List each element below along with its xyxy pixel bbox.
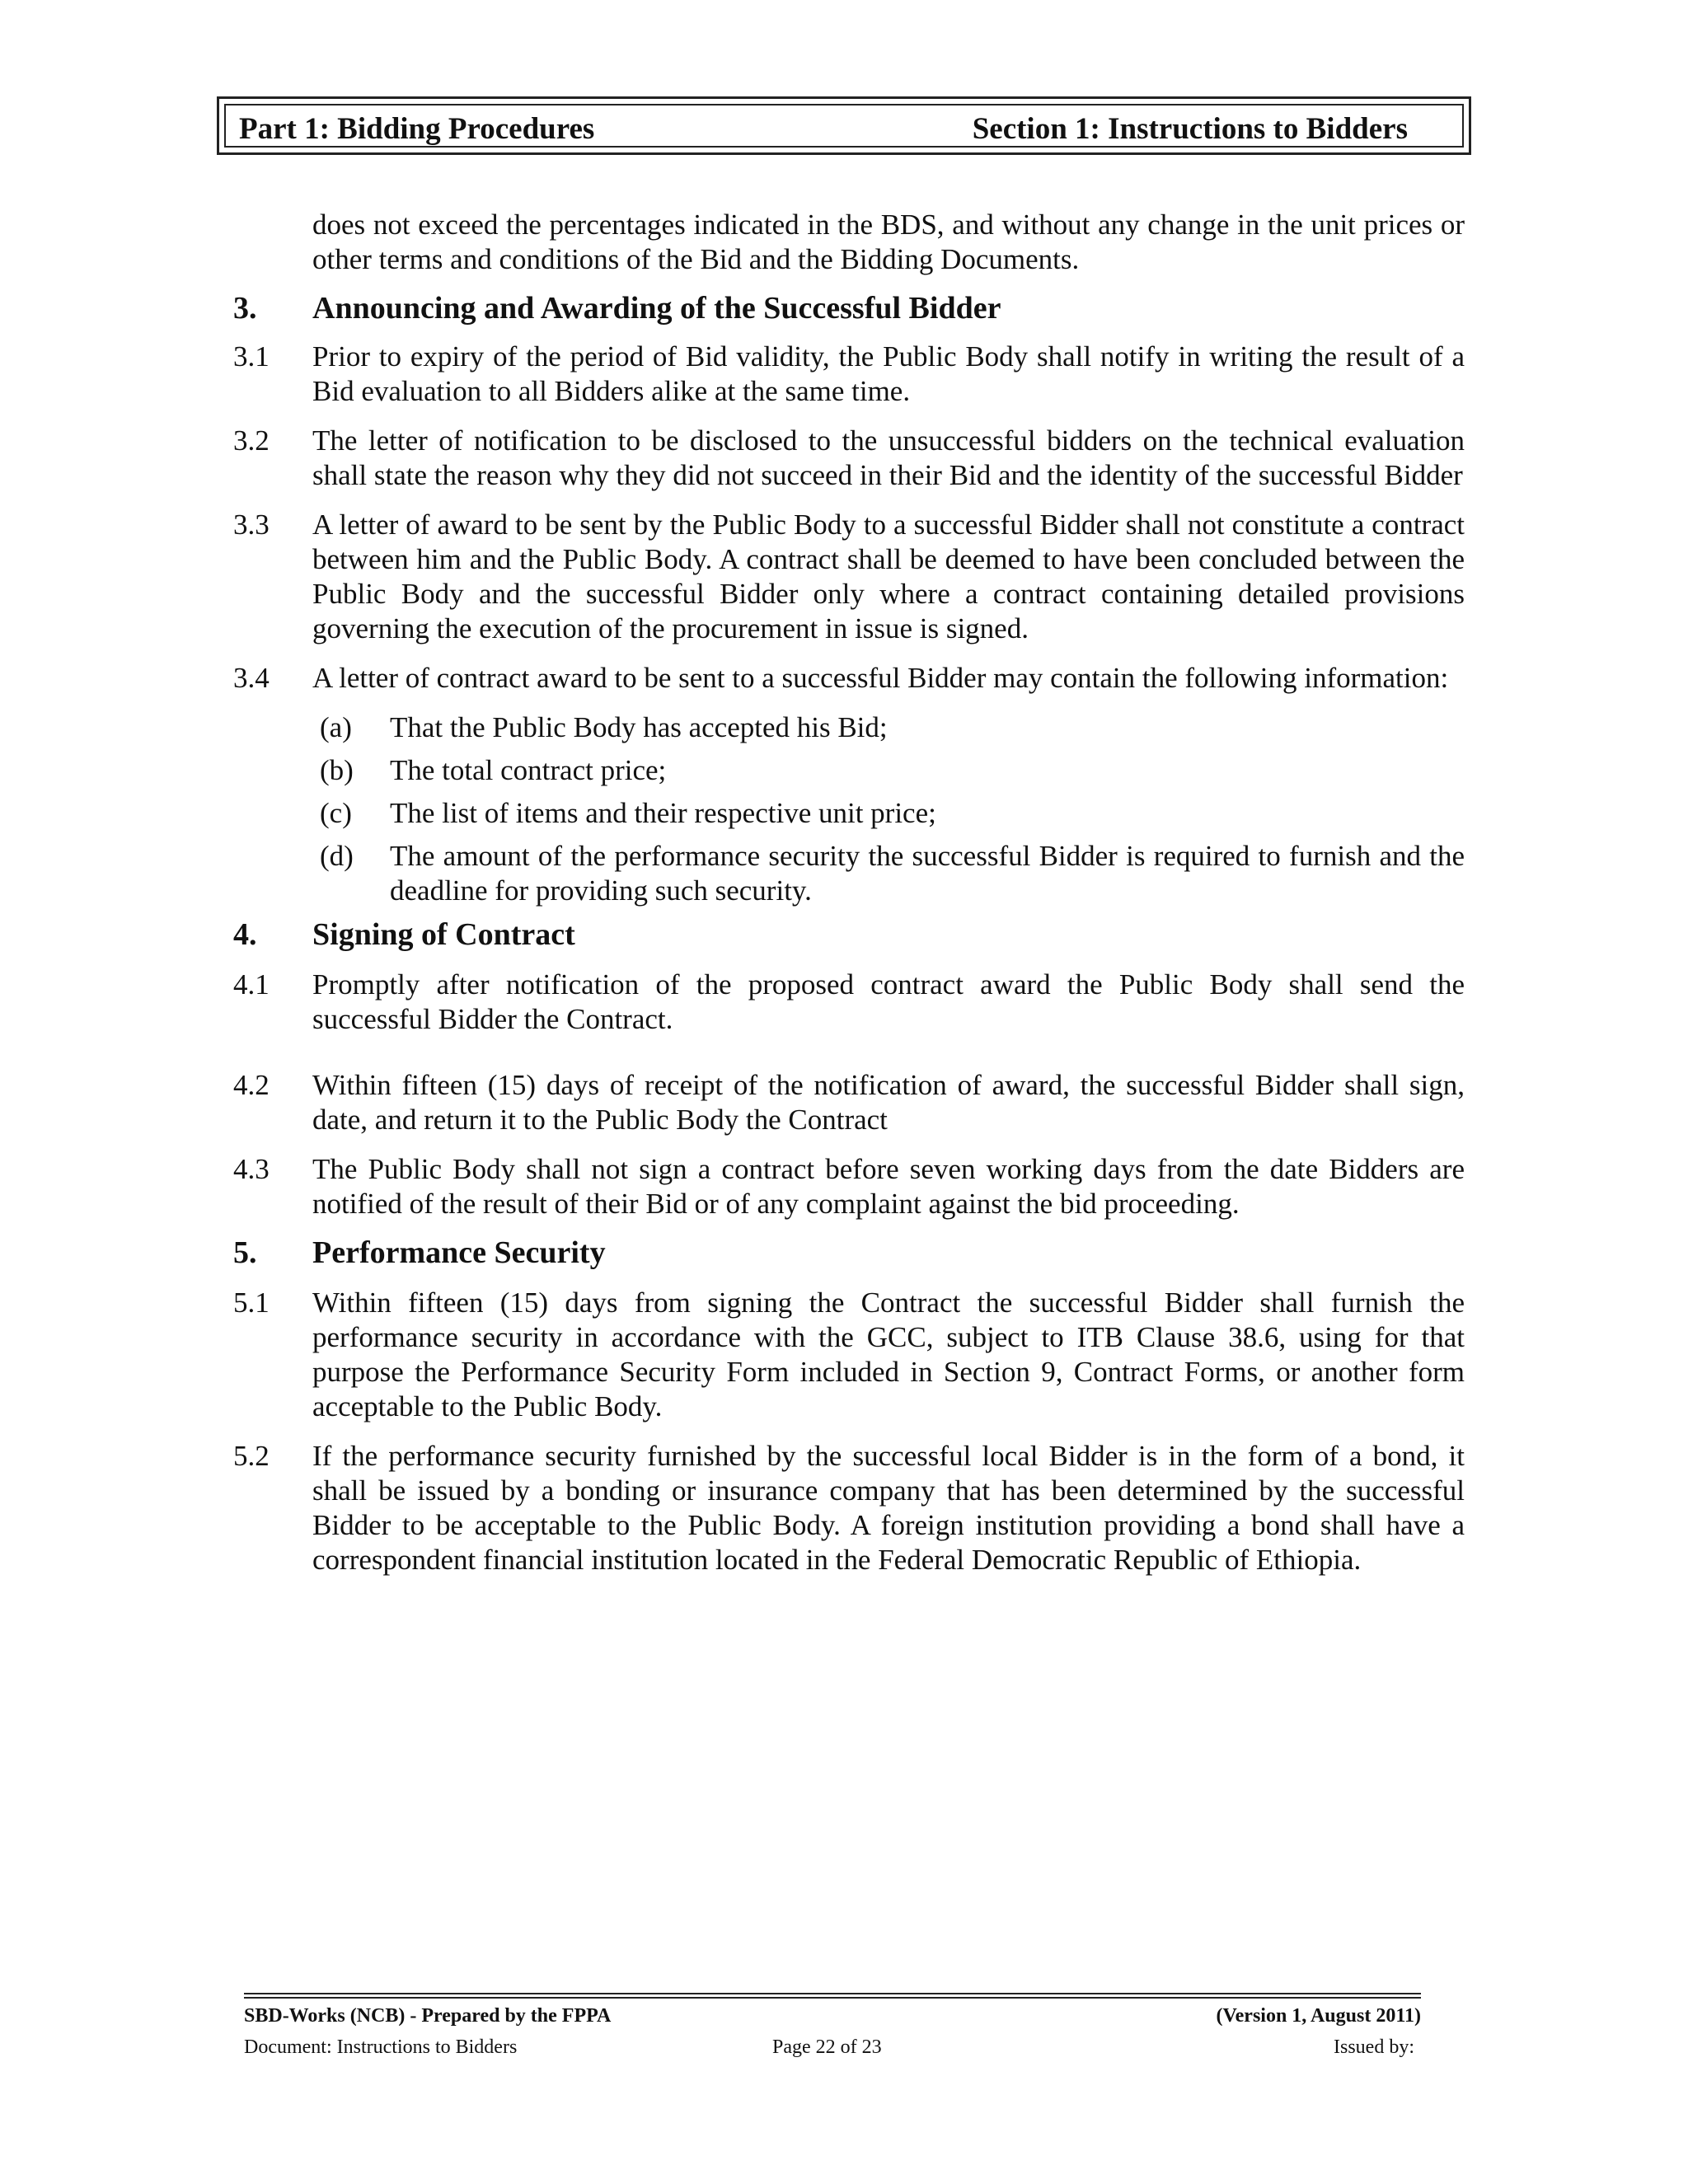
section-heading (233, 290, 1465, 326)
intro-paragraph: does not exceed the percentages indicated in the BDS, and without any change in the unit prices or other terms and conditions of the Bid and the Bidding Documents. (312, 209, 1465, 275)
clause-text: A letter of award to be sent by the Public Body to a successful Bidder shall not constitute a contract between him and the Public Body. A contract shall be deemed to have been concluded between the Public Body and the successful Bidder only where a contract containing detailed provisions governing the execution of the procurement in issue is signed. (312, 509, 1465, 644)
sub-clause-text: That the Public Body has accepted his Bid; (390, 711, 888, 743)
header-section-title: Section 1: Instructions to Bidders (972, 112, 1408, 146)
sub-clause-text: The total contract price; (390, 754, 667, 786)
document-body (233, 208, 1465, 1577)
clause-number: 4.2 (233, 1069, 270, 1101)
clause (233, 508, 1465, 646)
clause-text: A letter of contract award to be sent to a successful Bidder may contain the following information: (312, 662, 1449, 694)
clause-text: The Public Body shall not sign a contract before seven working days from the date Bidders are notified of the result of their Bid or of any complaint against the bid proceeding. (312, 1153, 1465, 1220)
section-number: 3. (233, 291, 257, 326)
section-heading (233, 1235, 1465, 1271)
footer-divider (244, 1993, 1421, 1999)
sub-clause-label: (b) (320, 754, 354, 786)
clause (233, 1439, 1465, 1577)
clause-text: Within fifteen (15) days from signing the Contract the successful Bidder shall furnish the performance security in accordance with the GCC, subject to ITB Clause 38.6, using for that purpose the Performance Security Form included in Section 9, Contract Forms, or another form acceptable to the Public Body. (312, 1286, 1465, 1422)
clause-text: Promptly after notification of the proposed contract award the Public Body shall send the successful Bidder the Contract. (312, 968, 1465, 1035)
clause (233, 1286, 1465, 1424)
clause (233, 968, 1465, 1037)
clause-number: 3.1 (233, 340, 270, 373)
clause-number: 5.1 (233, 1286, 270, 1319)
footer-page-number: Page 22 of 23 (772, 2036, 882, 2058)
sub-clause (233, 710, 1465, 745)
clause-text: If the performance security furnished by the successful local Bidder is in the form of a bond, it shall be issued by a bonding or insurance company that has been determined by the successful Bidder to be acceptable to the Public Body. A foreign institution providing a bond shall have a correspondent financial institution located in the Federal Democratic Republic of Ethiopia. (312, 1440, 1465, 1576)
clause (233, 340, 1465, 409)
sub-clause (233, 796, 1465, 831)
clause (233, 1068, 1465, 1137)
section-number: 5. (233, 1235, 257, 1270)
sub-clause-text: The amount of the performance security the successful Bidder is required to furnish and the deadline for providing such security. (390, 840, 1465, 907)
section-title: Performance Security (312, 1235, 606, 1270)
section-heading (233, 916, 1465, 953)
page-header (217, 96, 1471, 155)
sub-clause-label: (c) (320, 797, 352, 829)
clause-number: 4.1 (233, 968, 270, 1001)
section-title: Signing of Contract (312, 917, 575, 952)
footer-prepared-by: SBD-Works (NCB) - Prepared by the FPPA (244, 2005, 612, 2027)
clause (233, 1152, 1465, 1221)
header-part-title: Part 1: Bidding Procedures (239, 112, 595, 146)
page-header-inner-border (224, 104, 1464, 148)
footer-issued-by: Issued by: (1334, 2036, 1414, 2058)
clause-number: 4.3 (233, 1153, 270, 1185)
clause-number: 3.4 (233, 662, 270, 694)
clause-number: 3.2 (233, 424, 270, 457)
sub-clause-text: The list of items and their respective unit price; (390, 797, 936, 829)
clause (233, 424, 1465, 493)
sub-clause-label: (a) (320, 711, 352, 743)
footer-version: (Version 1, August 2011) (1216, 2005, 1421, 2027)
sub-clause (233, 839, 1465, 908)
sub-clause (233, 753, 1465, 788)
footer-document-name: Document: Instructions to Bidders (244, 2036, 518, 2058)
clause-text: Prior to expiry of the period of Bid validity, the Public Body shall notify in writing the result of a Bid evaluation to all Bidders alike at the same time. (312, 340, 1465, 407)
clause-text: The letter of notification to be disclosed to the unsuccessful bidders on the technical evaluation shall state the reason why they did not succeed in their Bid and the identity of the successful Bidder (312, 424, 1465, 491)
clause (233, 661, 1465, 696)
clause-number: 3.3 (233, 509, 270, 541)
clause-number: 5.2 (233, 1440, 270, 1472)
sub-clause-label: (d) (320, 840, 354, 872)
clause-text: Within fifteen (15) days of receipt of the notification of award, the successful Bidder shall sign, date, and return it to the Public Body the Contract (312, 1069, 1465, 1136)
section-number: 4. (233, 917, 257, 952)
section-title: Announcing and Awarding of the Successful Bidder (312, 291, 1001, 326)
